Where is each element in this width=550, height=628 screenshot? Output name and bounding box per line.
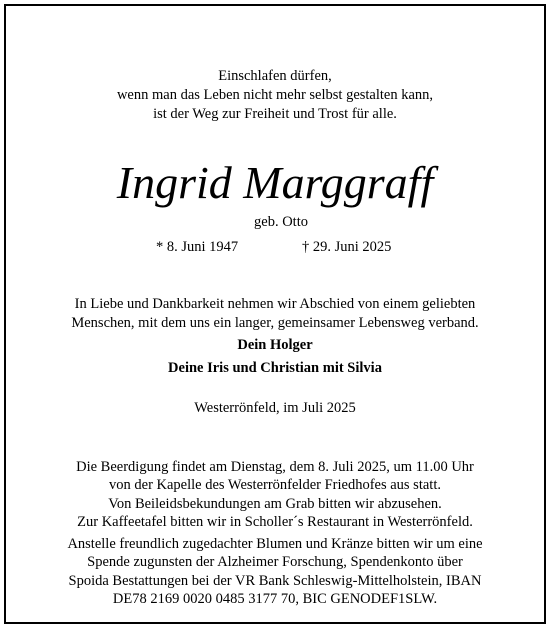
donation-line-1: Anstelle freundlich zugedachter Blumen und Kränze bitten wir um eine xyxy=(67,536,483,552)
donation-line-2: Spende zugunsten der Alzheimer Forschung, Spendenkonto über xyxy=(87,554,463,570)
donation-line-3: Spoida Bestattungen bei der VR Bank Schleswig-Mittelholstein, IBAN xyxy=(68,573,482,589)
farewell-line-1: In Liebe und Dankbarkeit nehmen wir Abschied von einem geliebten xyxy=(74,296,476,312)
mourner-line-2: Deine Iris und Christian mit Silvia xyxy=(168,360,382,376)
birth-name: geb. Otto xyxy=(254,214,308,230)
motto-line-1: Einschlafen dürfen, xyxy=(218,68,332,84)
motto-line-3: ist der Weg zur Freiheit und Trost für alle. xyxy=(153,106,397,122)
donation-line-4: DE78 2169 0020 0485 3177 70, BIC GENODEF1SLW. xyxy=(112,591,438,607)
place-date: Westerrönfeld, im Juli 2025 xyxy=(194,400,356,416)
death-date: † 29. Juni 2025 xyxy=(302,239,392,255)
funeral-line-3: Von Beileidsbekundungen am Grab bitten wir abzusehen. xyxy=(108,496,442,512)
deceased-name: Ingrid Marggraff xyxy=(116,157,434,208)
funeral-line-4: Zur Kaffeetafel bitten wir in Scholler´s Restaurant in Westerrönfeld. xyxy=(77,514,473,530)
mourner-line-1: Dein Holger xyxy=(237,337,313,353)
farewell-line-2: Menschen, mit dem uns ein langer, gemeinsamer Lebensweg verband. xyxy=(71,315,479,331)
life-dates xyxy=(6,239,544,257)
birth-date: * 8. Juni 1947 xyxy=(156,239,239,255)
funeral-line-1: Die Beerdigung findet am Dienstag, dem 8. Juli 2025, um 11.00 Uhr xyxy=(76,459,474,475)
funeral-line-2: von der Kapelle des Westerrönfelder Friedhofes aus statt. xyxy=(109,477,441,493)
motto-line-2: wenn man das Leben nicht mehr selbst gestalten kann, xyxy=(116,87,434,103)
obituary-notice xyxy=(4,4,546,624)
